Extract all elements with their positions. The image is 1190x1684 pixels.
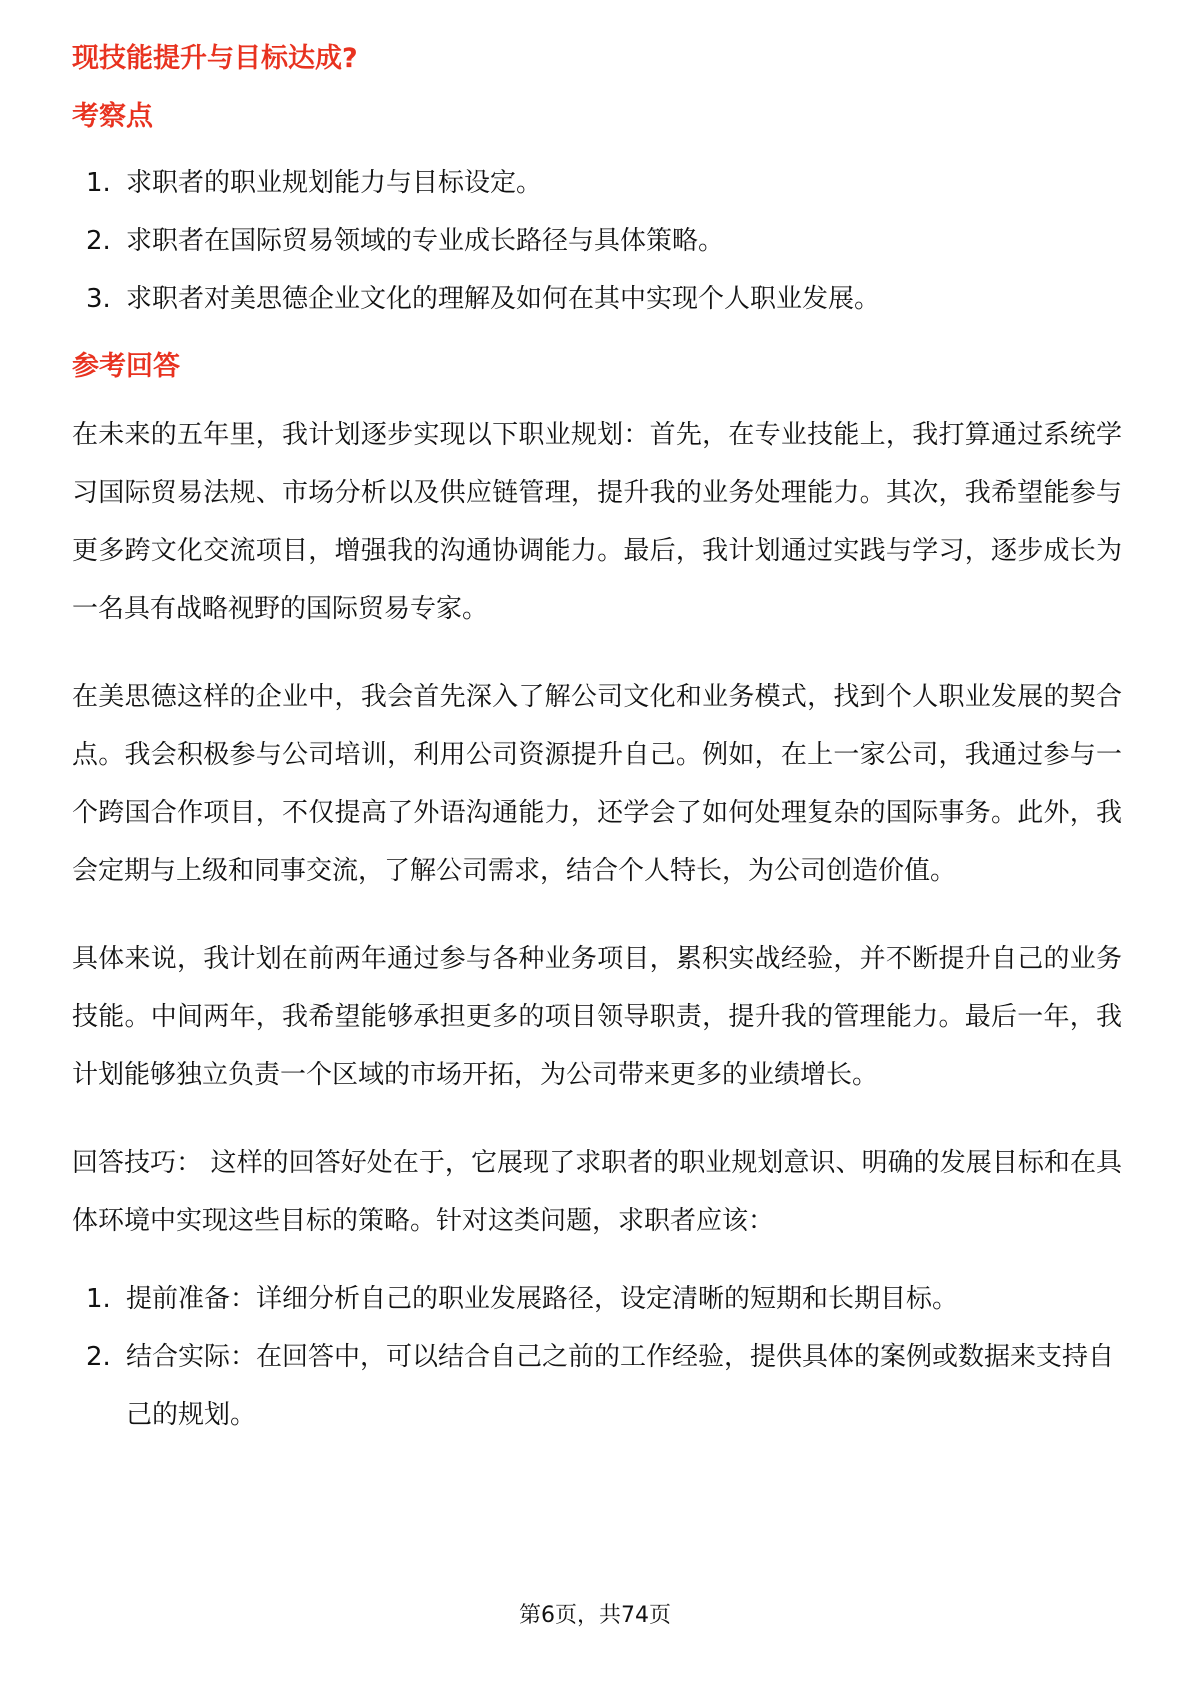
list-number: 1.	[86, 1284, 111, 1314]
page-footer: 第6页，共74页	[519, 1603, 671, 1628]
list-item	[72, 270, 1122, 328]
list-text: 求职者对美思德企业文化的理解及如何在其中实现个人职业发展。	[126, 284, 881, 314]
document-page	[72, 40, 1122, 1444]
list-item	[72, 1328, 1122, 1444]
page-title: 现技能提升与目标达成?	[72, 43, 358, 74]
list-number: 2.	[86, 1342, 111, 1372]
list-number: 1.	[86, 168, 111, 198]
list-text: 求职者的职业规划能力与目标设定。	[126, 168, 543, 198]
points-heading: 考察点	[72, 101, 153, 132]
list-text: 求职者在国际贸易领域的专业成长路径与具体策略。	[126, 226, 725, 256]
answer-paragraph: 在未来的五年里，我计划逐步实现以下职业规划：首先，在专业技能上，我打算通过系统学习国际贸易法规、市场分析以及供应链管理，提升我的业务处理能力。其次，我希望能参与更多跨文化交流项目，增强我的沟通协调能力。最后，我计划通过实践与学习，逐步成长为一名具有战略视野的国际贸易专家。	[72, 420, 1122, 624]
answer-heading: 参考回答	[72, 351, 180, 382]
list-item	[72, 1270, 1122, 1328]
answer-paragraph: 具体来说，我计划在前两年通过参与各种业务项目，累积实战经验，并不断提升自己的业务技能。中间两年，我希望能够承担更多的项目领导职责，提升我的管理能力。最后一年，我计划能够独立负责一个区域的市场开拓，为公司带来更多的业绩增长。	[72, 944, 1122, 1090]
list-item	[72, 154, 1122, 212]
tips-paragraph: 回答技巧： 这样的回答好处在于，它展现了求职者的职业规划意识、明确的发展目标和在具体环境中实现这些目标的策略。针对这类问题，求职者应该：	[72, 1148, 1122, 1236]
list-text: 提前准备：详细分析自己的职业发展路径，设定清晰的短期和长期目标。	[126, 1284, 959, 1314]
list-number: 2.	[86, 226, 111, 256]
tips-list	[72, 1270, 1122, 1444]
list-number: 3.	[86, 284, 111, 314]
list-text: 结合实际：在回答中，可以结合自己之前的工作经验，提供具体的案例或数据来支持自己的规划。	[126, 1342, 1115, 1430]
list-item	[72, 212, 1122, 270]
answer-paragraph: 在美思德这样的企业中，我会首先深入了解公司文化和业务模式，找到个人职业发展的契合点。我会积极参与公司培训，利用公司资源提升自己。例如，在上一家公司，我通过参与一个跨国合作项目，不仅提高了外语沟通能力，还学会了如何处理复杂的国际事务。此外，我会定期与上级和同事交流，了解公司需求，结合个人特长，为公司创造价值。	[72, 682, 1122, 886]
points-list	[72, 154, 1122, 328]
